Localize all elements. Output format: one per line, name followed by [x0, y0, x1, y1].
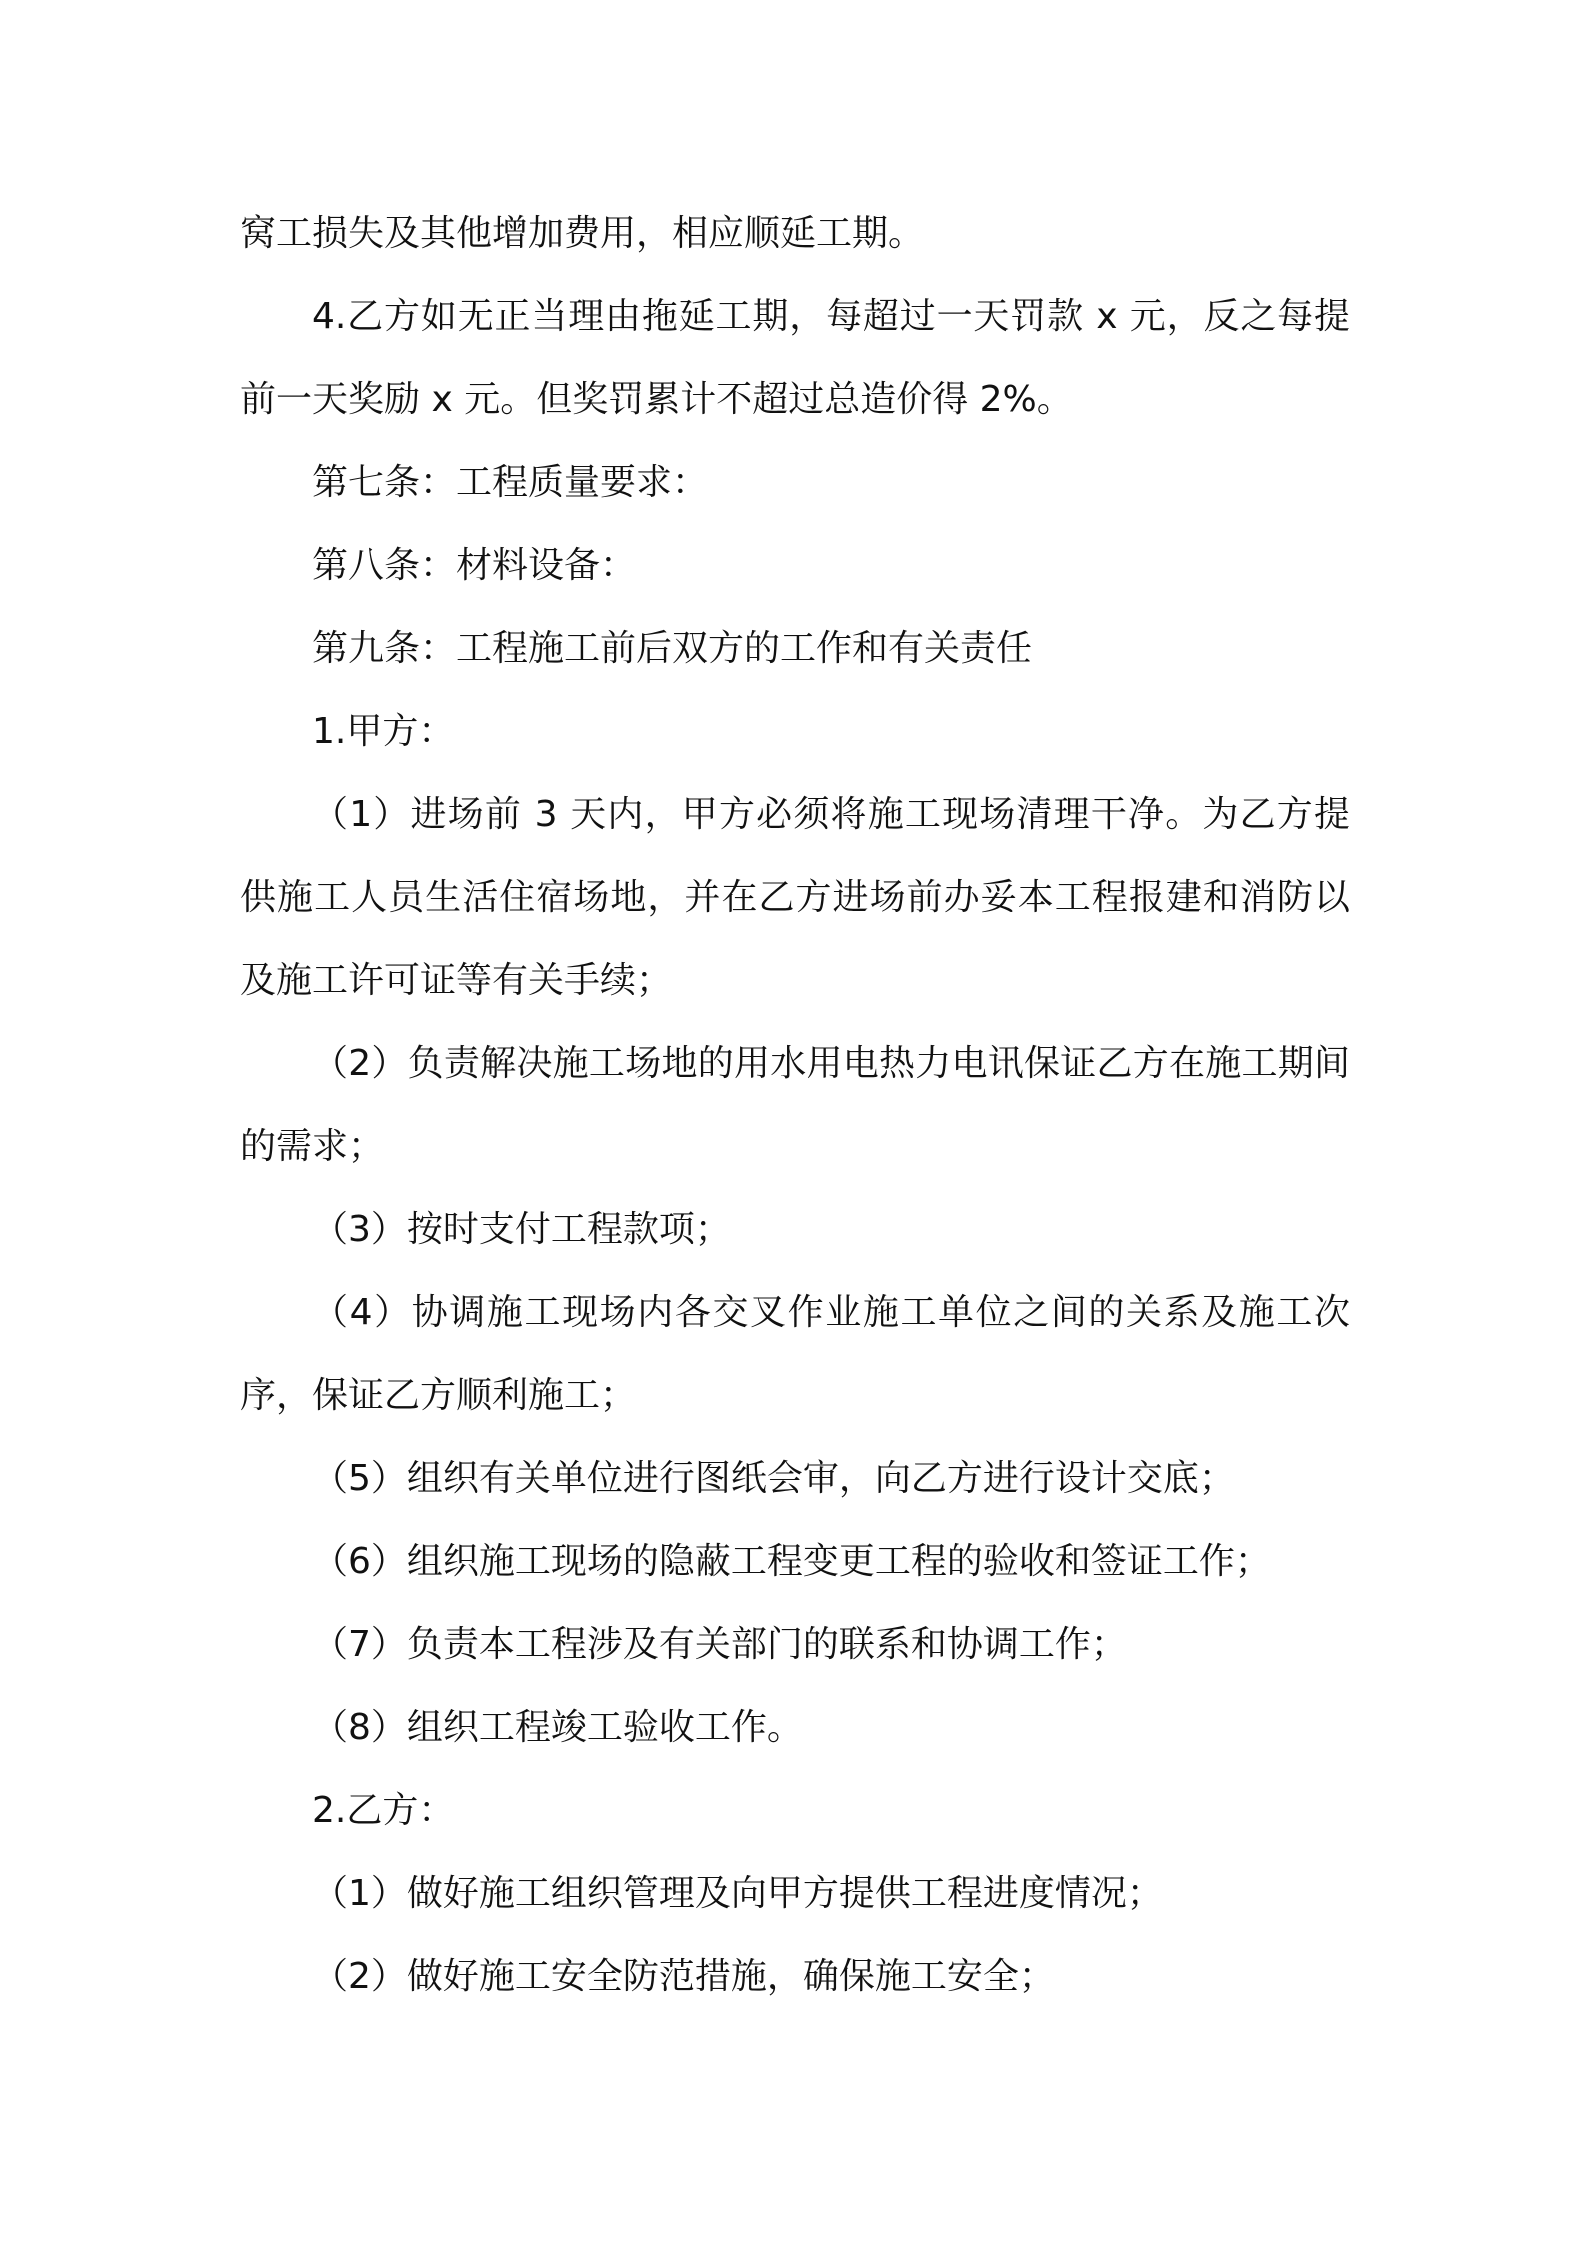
party-a-item-5: （5）组织有关单位进行图纸会审，向乙方进行设计交底； [312, 1458, 1235, 1499]
party-a-item-2: （2）负责解决施工场地的用水用电热力电讯保证乙方在施工期间的需求； [240, 1043, 1350, 1167]
document-body [240, 192, 1350, 2018]
party-a-item-1: （1）进场前 3 天内，甲方必须将施工现场清理干净。为乙方提供施工人员生活住宿场地，并在乙方进场前办妥本工程报建和消防以及施工许可证等有关手续； [240, 794, 1350, 1001]
party-a-item-6: （6）组织施工现场的隐蔽工程变更工程的验收和签证工作； [312, 1541, 1271, 1582]
party-a-item-8: （8）组织工程竣工验收工作。 [312, 1707, 803, 1748]
article-9-heading: 第九条：工程施工前后双方的工作和有关责任 [312, 628, 1033, 669]
article-7-heading: 第七条：工程质量要求： [312, 462, 709, 503]
party-b-item-1: （1）做好施工组织管理及向甲方提供工程进度情况； [312, 1873, 1163, 1914]
article-8-heading: 第八条：材料设备： [312, 545, 637, 586]
party-a-item-7: （7）负责本工程涉及有关部门的联系和协调工作； [312, 1624, 1127, 1665]
paragraph-delay-penalty: 4.乙方如无正当理由拖延工期，每超过一天罚款 x 元，反之每提前一天奖励 x 元。但奖罚累计不超过总造价得 2%。 [240, 296, 1350, 420]
party-a-item-4: （4）协调施工现场内各交叉作业施工单位之间的关系及施工次序，保证乙方顺利施工； [240, 1292, 1350, 1416]
paragraph-continuation: 窝工损失及其他增加费用，相应顺延工期。 [240, 213, 925, 254]
party-b-item-2: （2）做好施工安全防范措施，确保施工安全； [312, 1956, 1055, 1997]
party-a-item-3: （3）按时支付工程款项； [312, 1209, 731, 1250]
party-a-heading: 1.甲方： [312, 711, 455, 752]
party-b-heading: 2.乙方： [312, 1790, 455, 1831]
